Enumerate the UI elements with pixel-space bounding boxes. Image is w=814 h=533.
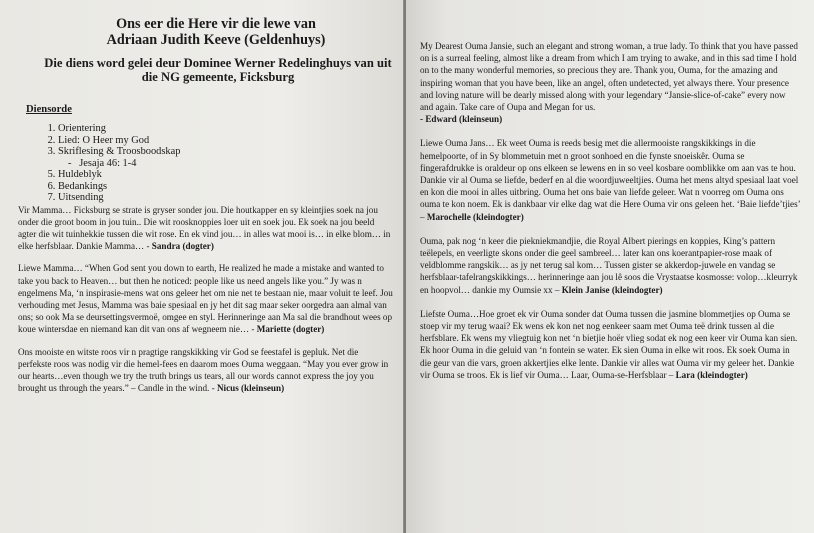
program-item: 1. Orientering <box>58 123 394 135</box>
tribute-text: Liewe Mamma… “When God sent you down to earth, He realized he made a mistake and wanted to take you back to Heaven… but then he noticed: people like us need angels like you.” Jy was n engelmens Ma, ‘n inspirasie-mens wat ons geleer het om nie net te bestaan nie, maar voluit te leef. Jou verhouding met Jesus, Mamma was baie spesiaal en jy het dit sag maar seker oorgedra aan almal van ons; so ook Ma se deursettingsvermoë, omgee en styl. Herinneringe aan Ma sal die brandhout wees op koue wintersdae en niemand kan dit van ons af wegneem nie… - <box>18 263 393 335</box>
tribute-signature: Nicus (kleinseun) <box>216 383 285 394</box>
service-leader-line: Die diens word gelei deur Dominee Werner Redelinghuys van uit die NG gemeente, Ficksburg <box>44 56 392 84</box>
program-list <box>16 123 394 204</box>
tribute-text: My Dearest Ouma Jansie, such an elegant and strong woman, a true lady. To think that you have passed on is a surreal feeling, almost like a dream from which I am trying to awake, and in this sad time I hold on to the many wonderful memories, so precious they are. Thank you, Ouma, for the amazing and inspiring woman that you have been, like an angel, often undetected, yet always there. Your presence and loving nature will be dearly missed along with your legendary “Jansie-slice-of-cake” every now and again. Take care of Oupa and Megan for us. <box>420 41 798 113</box>
tribute-paragraph <box>16 204 394 253</box>
tribute-signature: Marochelle (kleindogter) <box>426 211 524 222</box>
tribute-paragraph <box>420 40 800 125</box>
program-item: 3. Skriflesing & Troosboodskap <box>58 146 394 158</box>
page-title <box>16 16 394 48</box>
program-heading: Diensorde <box>26 104 72 115</box>
program-subitem: - Jesaja 46: 1-4 <box>68 157 137 169</box>
scripture-reference: Jesaja 46: 1-4 <box>79 157 137 169</box>
tribute-signature: Mariette (dogter) <box>256 324 325 335</box>
tribute-paragraph <box>420 235 800 296</box>
tribute-paragraph <box>420 137 800 222</box>
tribute-paragraph <box>420 308 800 381</box>
title-line-1: Ons eer die Here vir die lewe van <box>116 16 316 32</box>
tribute-signature: Klein Janise (kleindogter) <box>561 284 663 295</box>
tribute-text: Liewe Ouma Jans… Ek weet Ouma is reeds besig met die allermooiste rangskikkings in die hemelpoorte, of in Sy blommetuin met n groot sonhoed en die fynste snoeiskêr. Ouma se fingerafdrukke is oraldeur op ons elkeen se lewens en in so veel kosbare oomblikke om aan vas te hou. Dankie vir al Ouma se liefde, bederf en al die woordjuweeltjies. Ouma het mens altyd spesiaal laat voel en kon die mooi in alles uitbring. Ouma het ons baie van liefde geleer. Wat n voorreg om Ouma ons ouma te kon noem. Ek is dankbaar vir elke dag wat die Here Ouma vir ons geleen het. ‘Baie liefde’tjies’ – <box>420 138 800 222</box>
title-line-2: Adriaan Judith Keeve (Geldenhuys) <box>106 32 326 48</box>
tribute-paragraph <box>16 262 394 335</box>
tribute-text: Vir Mamma… Ficksburg se strate is gryser sonder jou. Die houtkapper en sy kleintjies soek na jou onder die groot boom in jou tuin.. Die wit roosknoppies loer uit en soek jou. Ek soek na jou beeld agter die wit tuinhekkie tussen die wit rose. En ek vind jou… in alles wat mooi is… in elke blom… in elke herfsblaar. Dankie Mamma… - <box>18 204 391 252</box>
tribute-signature: Lara (kleindogter) <box>675 369 748 380</box>
program-item: 6. Bedankings <box>58 181 394 193</box>
tribute-text: Liefste Ouma…Hoe groet ek vir Ouma sonder dat Ouma tussen die jasmine blommetjies op Ouma se stoep vir my terug waai? Ek wens ek kon net nog eenkeer saam met Ouma teë drink tussen al die herfsblare. Ek wens my vliegtuig kon net ‘n bietjie hoër vlieg sodat ek nog een keer vir Ouma kan sien. Ek hoor Ouma in die geluid van ‘n fontein se water. Ek sien Ouma in elke wit roos. Ek soek Ouma in die geur van die vars, groen akkertjies elke lente. Dankie vir alles wat Ouma vir my geleer het. Dankie vir Ouma se troos. Ek is lief vir Ouma… Laar, Ouma-se-Herfsblaar – <box>420 308 798 380</box>
tribute-text: Ouma, pak nog ‘n keer die piekniekmandjie, die Royal Albert pierings en koppies, King’s pattern teëlepels, en veerligte skons onder die geel sambreel… later kan ons koerantpapier-rose maak of veldblomme rangskik… as jy net terug sal kom… Tussen gister se akkerdop-juwele en vandag se herfsblaar-tafelrangskikkings… herinneringe aan jou lê soos die Vrystaatse kosmosse: volop…kleurryk en hoopvol… dankie my Oumsie xx – <box>420 235 798 295</box>
left-page <box>0 0 404 533</box>
right-page <box>406 0 814 533</box>
program-item: 7. Uitsending <box>58 192 394 204</box>
tribute-paragraph <box>16 346 394 395</box>
tribute-text: Ons mooiste en witste roos vir n pragtige rangskikking vir God se feestafel is gepluk. Net die perfekste roos was nodig vir die hemel-fees en daarom moes Ouma weggaan. “May you ever grow in our hearts…even though we try the truth brings us tears, all our words cannot express the joy you brought us through the years.” – Candle in the wind. - <box>18 346 389 394</box>
program-item: 5. Huldeblyk <box>58 169 394 181</box>
tribute-signature: - Edward (kleinseun) <box>420 114 503 125</box>
tribute-signature: Sandra (dogter) <box>151 241 214 252</box>
program-item: 2. Lied: O Heer my God <box>58 135 394 147</box>
